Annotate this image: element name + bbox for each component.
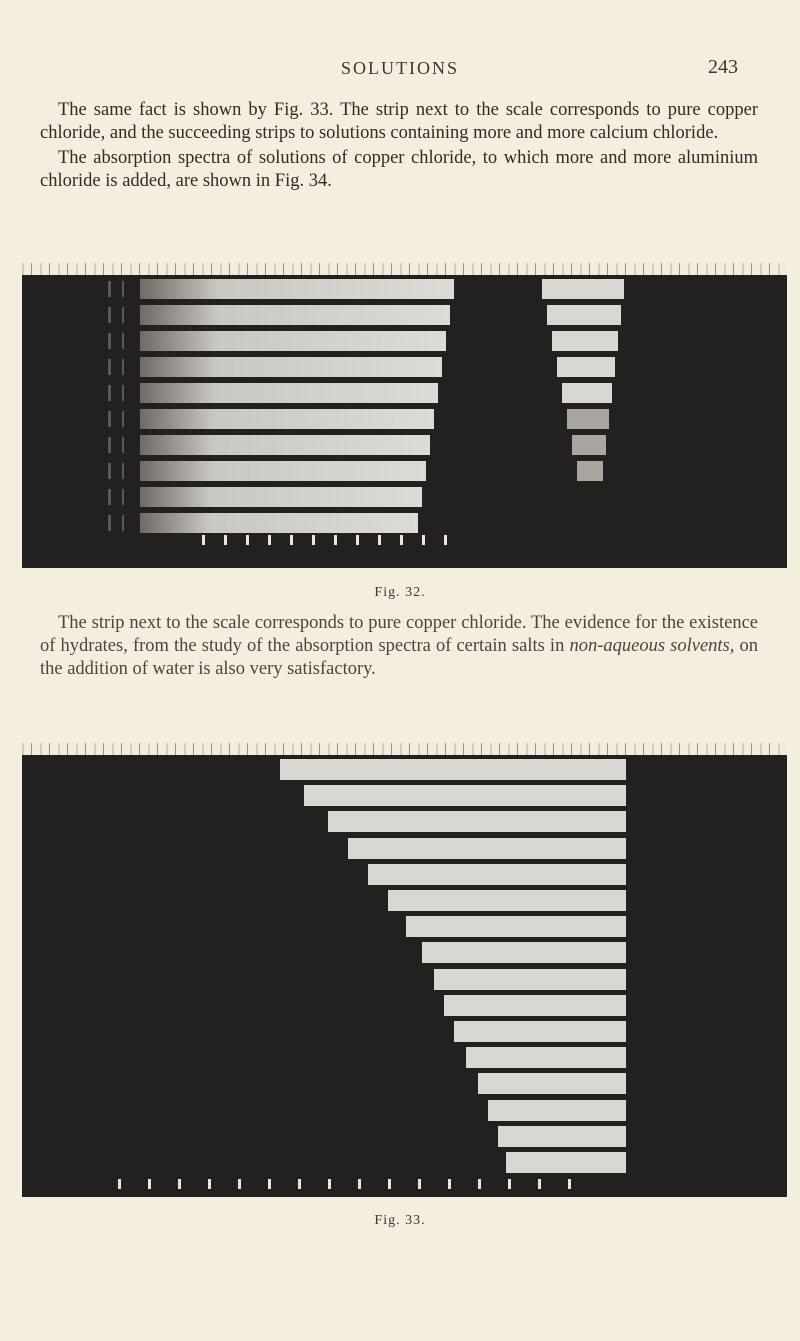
fig32-strip-band-left <box>140 279 454 299</box>
fig32-line-mark <box>422 535 425 545</box>
fig33-strip-band <box>434 969 626 990</box>
fig33-strip-band <box>304 785 626 806</box>
fig32-strip-band-right <box>547 305 621 325</box>
paragraph-1: The same fact is shown by Fig. 33. The strip next to the scale corresponds to pure copper chloride, and the succeeding strips to solutions containing more and more calcium chloride. <box>40 100 758 143</box>
fig32-strip-band-right <box>567 409 609 429</box>
fig32-strip-band-left <box>140 305 450 325</box>
fig32-strip-edge-line <box>122 359 124 375</box>
fig33-spectra-plate <box>22 755 787 1197</box>
fig33-scale-strip <box>22 743 787 755</box>
fig32-line-mark <box>444 535 447 545</box>
fig32-strip-edge-line <box>108 307 111 323</box>
running-head <box>0 58 800 82</box>
fig33-line-mark <box>298 1179 301 1189</box>
fig32-strip-band-left <box>140 383 438 403</box>
fig33-line-mark <box>358 1179 361 1189</box>
fig32-strip-edge-line <box>108 333 111 349</box>
paragraph-2: The absorption spectra of solutions of copper chloride, to which more and more aluminium chloride is added, are shown in Fig. 34. <box>40 148 758 191</box>
fig33-line-mark <box>538 1179 541 1189</box>
fig32-strip-band-right <box>542 279 624 299</box>
fig33-line-mark <box>478 1179 481 1189</box>
fig33-strip-band <box>454 1021 626 1042</box>
fig33-line-mark <box>568 1179 571 1189</box>
fig32-line-mark <box>224 535 227 545</box>
running-title: SOLUTIONS <box>340 58 459 78</box>
fig32-strip-band-left <box>140 357 442 377</box>
fig33-strip-band <box>506 1152 626 1173</box>
fig33-caption: Fig. 33. <box>374 1213 426 1228</box>
fig32-strip-band-left <box>140 331 446 351</box>
paragraph-3-start: The strip next to the scale corresponds to pure copper chloride. The evidence for the existence of hydrates, from the study of the absorption spectra of certain salts in <box>40 613 758 656</box>
fig32-strip-edge-line <box>108 359 111 375</box>
fig32-strip-edge-line <box>108 437 111 453</box>
fig32-strip-band-left <box>140 461 426 481</box>
fig32-strip-band-right <box>557 357 615 377</box>
fig33-strip-band <box>444 995 626 1016</box>
fig33-strip-band <box>328 811 626 832</box>
fig32-line-mark <box>290 535 293 545</box>
fig32-strip-edge-line <box>122 437 124 453</box>
fig32-line-mark <box>246 535 249 545</box>
fig32-line-mark <box>334 535 337 545</box>
fig32-strip-band-left <box>140 409 434 429</box>
fig33-line-mark <box>178 1179 181 1189</box>
fig33-strip-band <box>348 838 626 859</box>
paragraph-3-emphasis: non-aqueous solvents, <box>569 636 735 656</box>
fig32-strip-edge-line <box>108 385 111 401</box>
fig32-strip-band-left <box>140 435 430 455</box>
fig32-scale-strip <box>22 263 787 275</box>
fig32-strip-edge-line <box>122 333 124 349</box>
fig32-strip-band-right <box>562 383 612 403</box>
fig33-strip-band <box>488 1100 626 1121</box>
fig32-strip-band-left <box>140 513 418 533</box>
fig33-strip-band <box>466 1047 626 1068</box>
fig32-caption: Fig. 32. <box>374 585 426 600</box>
fig33-strip-band <box>280 759 626 780</box>
fig33-strip-band <box>498 1126 626 1147</box>
fig32-strip-band-right <box>577 461 603 481</box>
fig33-strip-band <box>406 916 626 937</box>
fig33-line-mark <box>418 1179 421 1189</box>
fig33-line-mark <box>118 1179 121 1189</box>
fig33-strip-band <box>422 942 626 963</box>
fig32-strip-band-left <box>140 487 422 507</box>
fig33-line-mark <box>448 1179 451 1189</box>
fig32-strip-band-right <box>552 331 618 351</box>
fig33-line-mark <box>508 1179 511 1189</box>
fig32-strip-edge-line <box>122 281 124 297</box>
fig33-line-mark <box>388 1179 391 1189</box>
paragraph-3-end: on the addition of water is also very satisfactory. <box>40 636 758 679</box>
fig33-line-mark <box>268 1179 271 1189</box>
fig32-strip-edge-line <box>108 463 111 479</box>
fig33-strip-band <box>478 1073 626 1094</box>
fig32-spectra-plate <box>22 275 787 568</box>
fig33-strip-band <box>388 890 626 911</box>
fig32-strip-band-right <box>572 435 606 455</box>
fig32-strip-edge-line <box>122 307 124 323</box>
fig32-strip-edge-line <box>108 515 111 531</box>
fig32-strip-edge-line <box>122 385 124 401</box>
fig32-strip-edge-line <box>108 281 111 297</box>
fig33-line-mark <box>238 1179 241 1189</box>
fig32-line-mark <box>202 535 205 545</box>
page-number: 243 <box>708 56 738 78</box>
fig32-strip-edge-line <box>108 411 111 427</box>
fig33-line-mark <box>328 1179 331 1189</box>
fig32-strip-edge-line <box>108 489 111 505</box>
fig32-line-mark <box>400 535 403 545</box>
fig32-line-mark <box>312 535 315 545</box>
fig33-line-mark <box>208 1179 211 1189</box>
fig32-line-mark <box>378 535 381 545</box>
fig32-line-mark <box>356 535 359 545</box>
fig33-strip-band <box>368 864 626 885</box>
fig32-strip-edge-line <box>122 515 124 531</box>
fig32-strip-edge-line <box>122 463 124 479</box>
paragraph-3 <box>40 612 758 681</box>
fig32-strip-edge-line <box>122 489 124 505</box>
fig32-strip-edge-line <box>122 411 124 427</box>
fig33-line-mark <box>148 1179 151 1189</box>
fig32-line-mark <box>268 535 271 545</box>
